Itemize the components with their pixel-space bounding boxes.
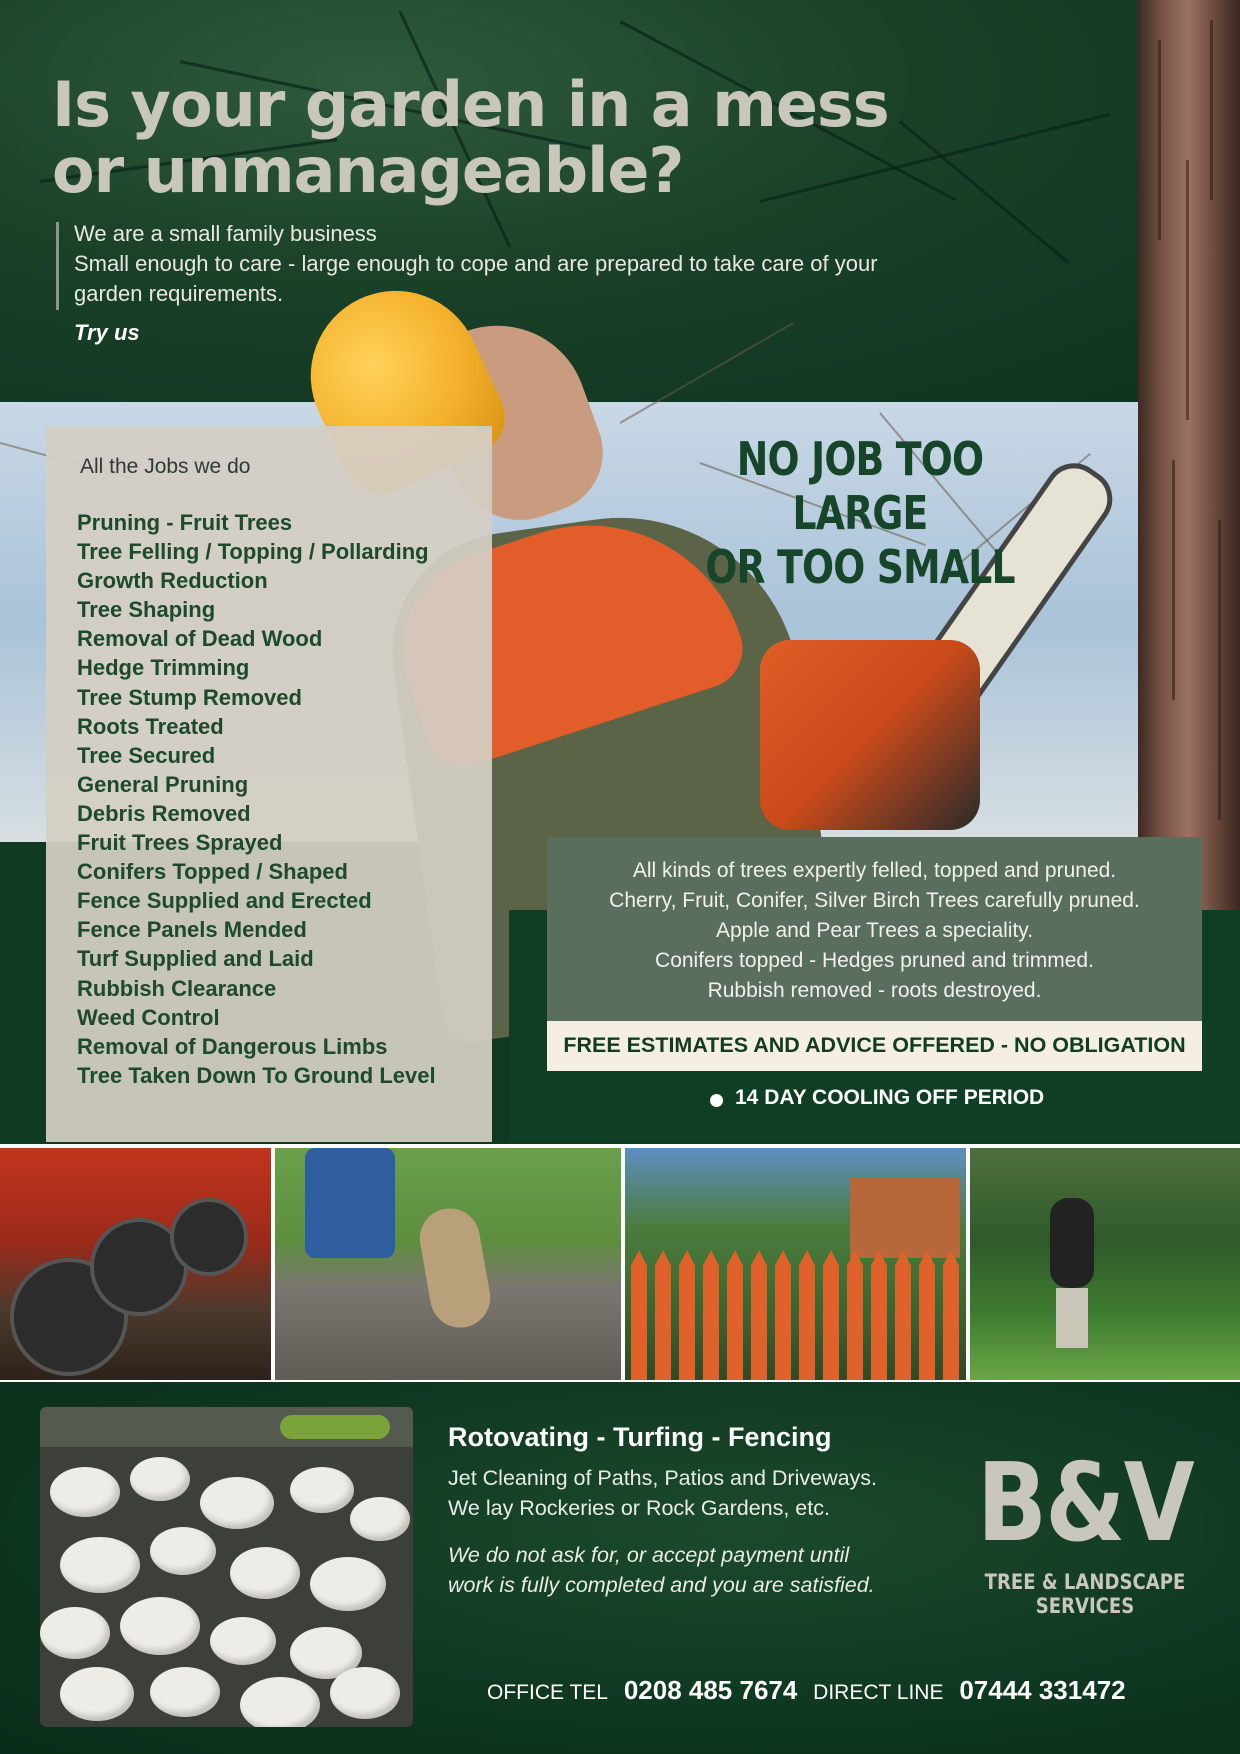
cooling-off-text: 14 DAY COOLING OFF PERIOD	[735, 1086, 1045, 1109]
rotavator-photo	[0, 1148, 271, 1380]
direct-line-label: DIRECT LINE	[813, 1681, 944, 1704]
list-item: Tree Secured	[77, 742, 216, 768]
extra-services-text: We lay Rockeries or Rock Gardens, etc.	[448, 1496, 830, 1520]
list-item: Removal of Dead Wood	[77, 626, 323, 652]
list-item: Rubbish Clearance	[77, 975, 277, 1001]
payment-terms-text: We do not ask for, or accept payment until	[448, 1543, 850, 1567]
list-item: Tree Stump Removed	[77, 684, 302, 710]
direct-phone-number[interactable]: 07444 331472	[959, 1675, 1126, 1705]
list-item: Debris Removed	[77, 800, 251, 826]
contact-line	[487, 1675, 1136, 1706]
list-item: Tree Felling / Topping / Pollarding	[77, 539, 429, 565]
list-item: Hedge Trimming	[77, 655, 250, 681]
list-item: Roots Treated	[77, 713, 224, 739]
list-item: Tree Shaping	[77, 597, 216, 623]
list-item: Removal of Dangerous Limbs	[77, 1033, 388, 1059]
services-text: All kinds of trees expertly felled, topped and pruned.	[632, 859, 1117, 882]
list-item: Fruit Trees Sprayed	[77, 830, 283, 856]
jobs-heading: All the Jobs we do	[80, 455, 251, 478]
extra-services-text: Jet Cleaning of Paths, Patios and Driveways.	[448, 1466, 878, 1490]
list-item: Fence Panels Mended	[77, 917, 307, 943]
list-item: Conifers Topped / Shaped	[77, 859, 348, 885]
white-stones-photo	[40, 1407, 413, 1727]
services-text: Apple and Pear Trees a speciality.	[715, 919, 1034, 942]
intro-text: garden requirements.	[74, 281, 284, 306]
chainsaw-body-image	[760, 640, 980, 830]
turf-laying-photo	[275, 1148, 621, 1380]
list-item: Fence Supplied and Erected	[77, 888, 372, 914]
list-item: General Pruning	[77, 771, 249, 797]
slogan-line: OR TOO SMALL	[705, 540, 1015, 594]
rotovating-heading: Rotovating - Turfing - Fencing	[448, 1422, 832, 1452]
hedge-trimming-photo	[970, 1148, 1240, 1380]
services-text: Rubbish removed - roots destroyed.	[707, 979, 1042, 1002]
intro-text: We are a small family business	[74, 221, 377, 246]
intro-accent-bar	[56, 222, 59, 310]
list-item: Tree Taken Down To Ground Level	[77, 1062, 436, 1088]
headline-line: Is your garden in a mess	[52, 68, 889, 141]
headline-line: or unmanageable?	[52, 134, 684, 207]
bullet-dot-icon	[710, 1094, 723, 1107]
company-tagline: TREE & LANDSCAPE SERVICES	[984, 1570, 1186, 1618]
slogan-line: NO JOB TOO LARGE	[736, 432, 984, 540]
slogan	[680, 432, 1041, 594]
list-item: Growth Reduction	[77, 568, 268, 594]
company-logo: B&V	[977, 1441, 1193, 1566]
services-text: Cherry, Fruit, Conifer, Silver Birch Trees carefully pruned.	[609, 889, 1140, 912]
office-tel-label: OFFICE TEL	[487, 1681, 608, 1704]
page-headline	[52, 68, 952, 207]
picket-fence-photo	[625, 1148, 966, 1380]
payment-terms-text: work is fully completed and you are satisfied.	[448, 1573, 875, 1597]
office-phone-number[interactable]: 0208 485 7674	[623, 1675, 798, 1705]
list-item: Turf Supplied and Laid	[77, 946, 314, 972]
try-us-text: Try us	[74, 320, 140, 345]
tree-trunk-image	[1138, 0, 1240, 910]
jobs-list	[77, 508, 436, 1090]
list-item: Weed Control	[77, 1004, 220, 1030]
list-item: Pruning - Fruit Trees	[77, 510, 293, 535]
services-text: Conifers topped - Hedges pruned and trimmed.	[655, 949, 1094, 972]
free-estimates-text: FREE ESTIMATES AND ADVICE OFFERED - NO OBLIGATION	[563, 1033, 1186, 1057]
intro-text: Small enough to care - large enough to cope and are prepared to take care of your	[74, 251, 878, 276]
